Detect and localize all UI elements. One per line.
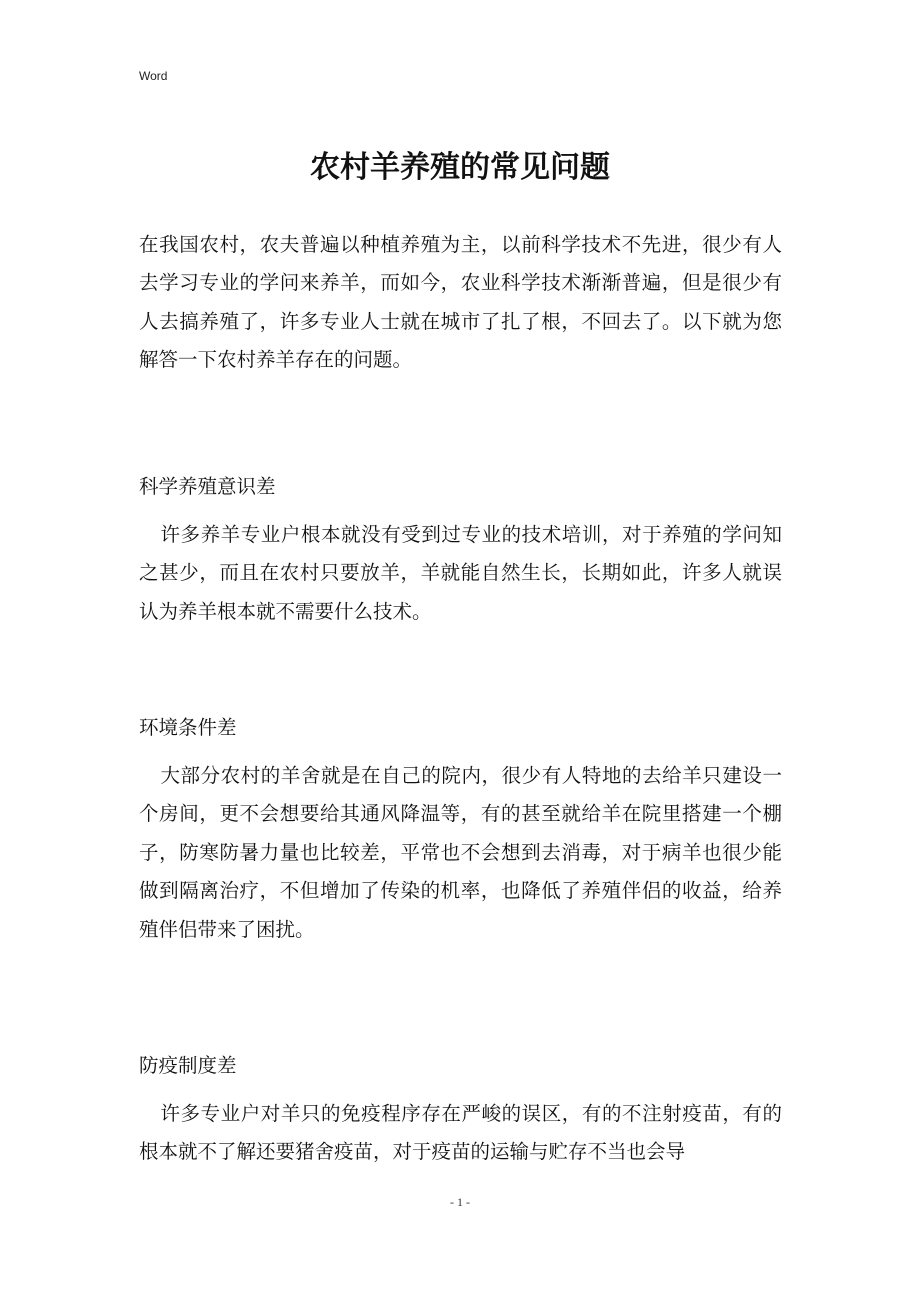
section-heading-awareness: 科学养殖意识差 — [139, 475, 276, 498]
section-heading-epidemic-prevention: 防疫制度差 — [139, 1054, 237, 1077]
section-heading-environment: 环境条件差 — [139, 716, 237, 739]
intro-paragraph: 在我国农村，农夫普遍以种植养殖为主，以前科学技术不先进，很少有人去学习专业的学问来养羊，而如今，农业科学技术渐渐普遍，但是很少有人去搞养殖了，许多专业人士就在城市了扎了根，不回去了。以下就为您解答一下农村养羊存在的问题。 — [139, 233, 782, 372]
page-number: - 1 - — [450, 1195, 470, 1209]
document-title: 农村羊养殖的常见问题 — [310, 150, 610, 185]
document-header-label: Word — [139, 69, 168, 83]
section-body-awareness: 许多养羊专业户根本就没有受到过专业的技术培训，对于养殖的学问知之甚少，而且在农村只要放羊，羊就能自然生长，长期如此，许多人就误认为养羊根本就不需要什么技术。 — [139, 523, 782, 623]
section-body-environment: 大部分农村的羊舍就是在自己的院内，很少有人特地的去给羊只建设一个房间，更不会想要给其通风降温等，有的甚至就给羊在院里搭建一个棚子，防寒防暑力量也比较差，平常也不会想到去消毒，对于病羊也很少能做到隔离治疗，不但增加了传染的机率，也降低了养殖伴侣的收益，给养殖伴侣带来了困扰。 — [139, 764, 782, 941]
section-body-epidemic-prevention: 许多专业户对羊只的免疫程序存在严峻的误区，有的不注射疫苗，有的根本就不了解还要猪舍疫苗，对于疫苗的运输与贮存不当也会导 — [139, 1102, 782, 1164]
